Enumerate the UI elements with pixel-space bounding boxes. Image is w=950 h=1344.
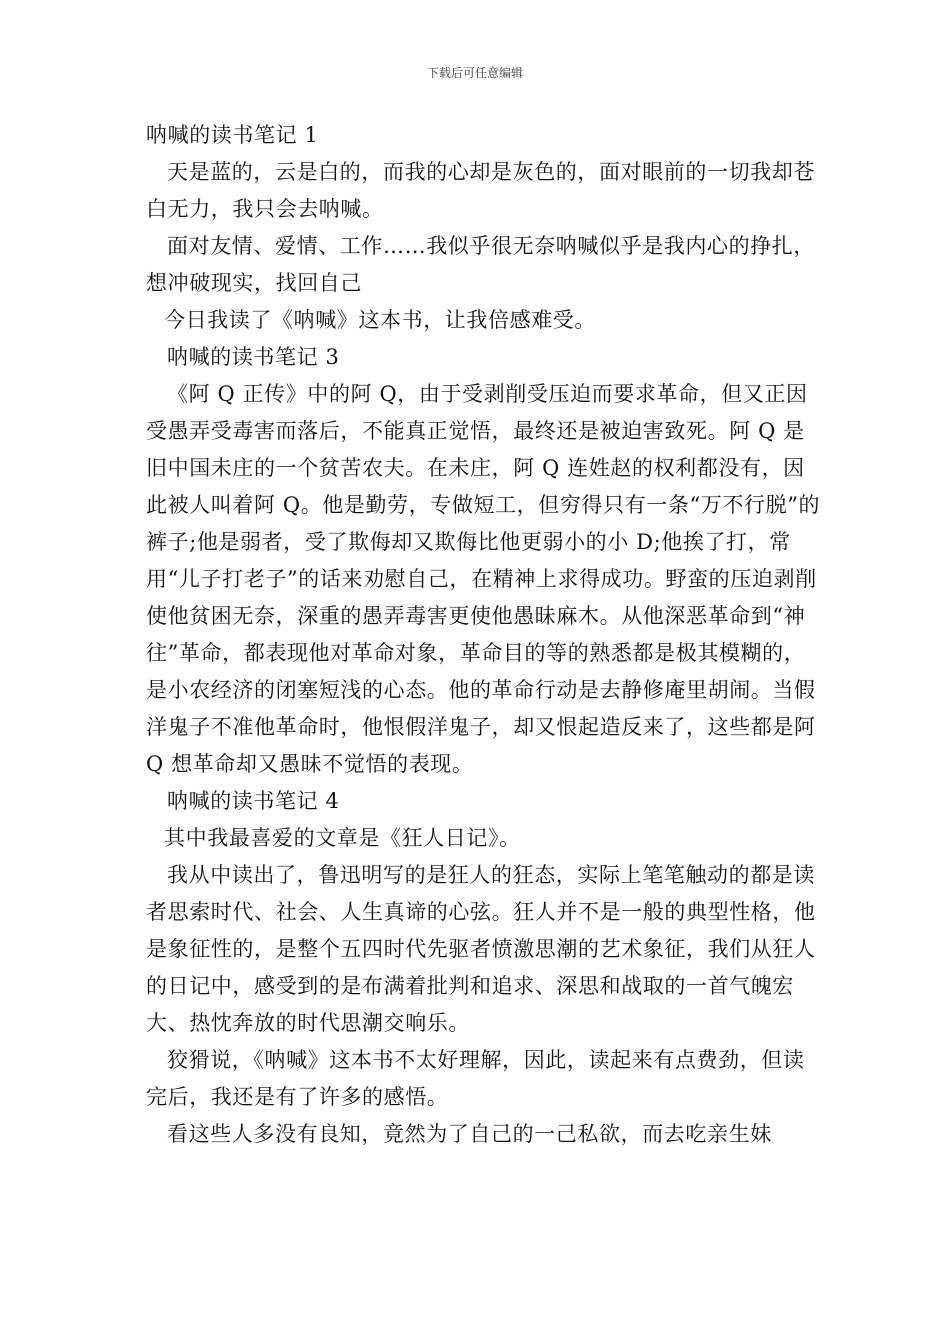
paragraph: 天是蓝的，云是白的，而我的心却是灰色的，面对眼前的一切我却苍白无力，我只会去呐喊。 [146,160,815,221]
paragraph: 其中我最喜爱的文章是《狂人日记》。 [164,826,521,850]
paragraph: 《阿 Q 正传》中的阿 Q，由于受剥削受压迫而要求革命，但又正因受愚弄受毒害而落后，不能真正觉悟，最终还是被迫害致死。阿 Q 是旧中国未庄的一个贫苦农夫。在未庄，阿 Q 连姓赵的权利都没有，因此被人叫着阿 Q。他是勤劳，专做短工，但穷得只有一条“万不行脱”的裤子;他是弱者，受了欺侮却又欺侮比他更弱小的小 D;他挨了打，常用“儿子打老子”的话来劝慰自己，在精神上求得成功。野蛮的压迫剥削使他贫困无奈，深重的愚弄毒害更使他愚昧麻木。从他深恶革命到“神往”革命，都表现他对革命对象，革命目的等的熟悉都是极其模糊的，是小农经济的闭塞短浅的心态。他的革命行动是去静修庵里胡闹。当假洋鬼子不准他革命时，他恨假洋鬼子，却又恨起造反来了，这些都是阿 Q 想革命却又愚昧不觉悟的表现。 [146,382,821,776]
page-header-note: 下载后可任意编辑 [426,66,523,80]
section-heading: 呐喊的读书笔记 4 [167,789,340,813]
section-heading: 呐喊的读书笔记 3 [167,345,340,369]
paragraph: 面对友情、爱情、工作……我似乎很无奈呐喊似乎是我内心的挣扎，想冲破现实，找回自己 [146,234,815,295]
document-body [146,117,824,1153]
paragraph: 看这些人多没有良知，竟然为了自己的一己私欲，而去吃亲生妹 [167,1122,772,1146]
paragraph: 今日我读了《呐喊》这本书，让我倍感难受。 [164,308,596,332]
section-heading: 呐喊的读书笔记 1 [146,123,319,147]
paragraph: 狡猾说，《呐喊》这本书不太好理解，因此，读起来有点费劲，但读完后，我还是有了许多的感悟。 [146,1048,805,1109]
paragraph: 我从中读出了，鲁迅明写的是狂人的狂态，实际上笔笔触动的都是读者思索时代、社会、人生真谛的心弦。狂人并不是一般的典型性格，他是象征性的，是整个五四时代先驱者愤激思潮的艺术象征，我们从狂人的日记中，感受到的是布满着批判和追求、深思和战取的一首气魄宏大、热忱奔放的时代思潮交响乐。 [146,863,816,1035]
